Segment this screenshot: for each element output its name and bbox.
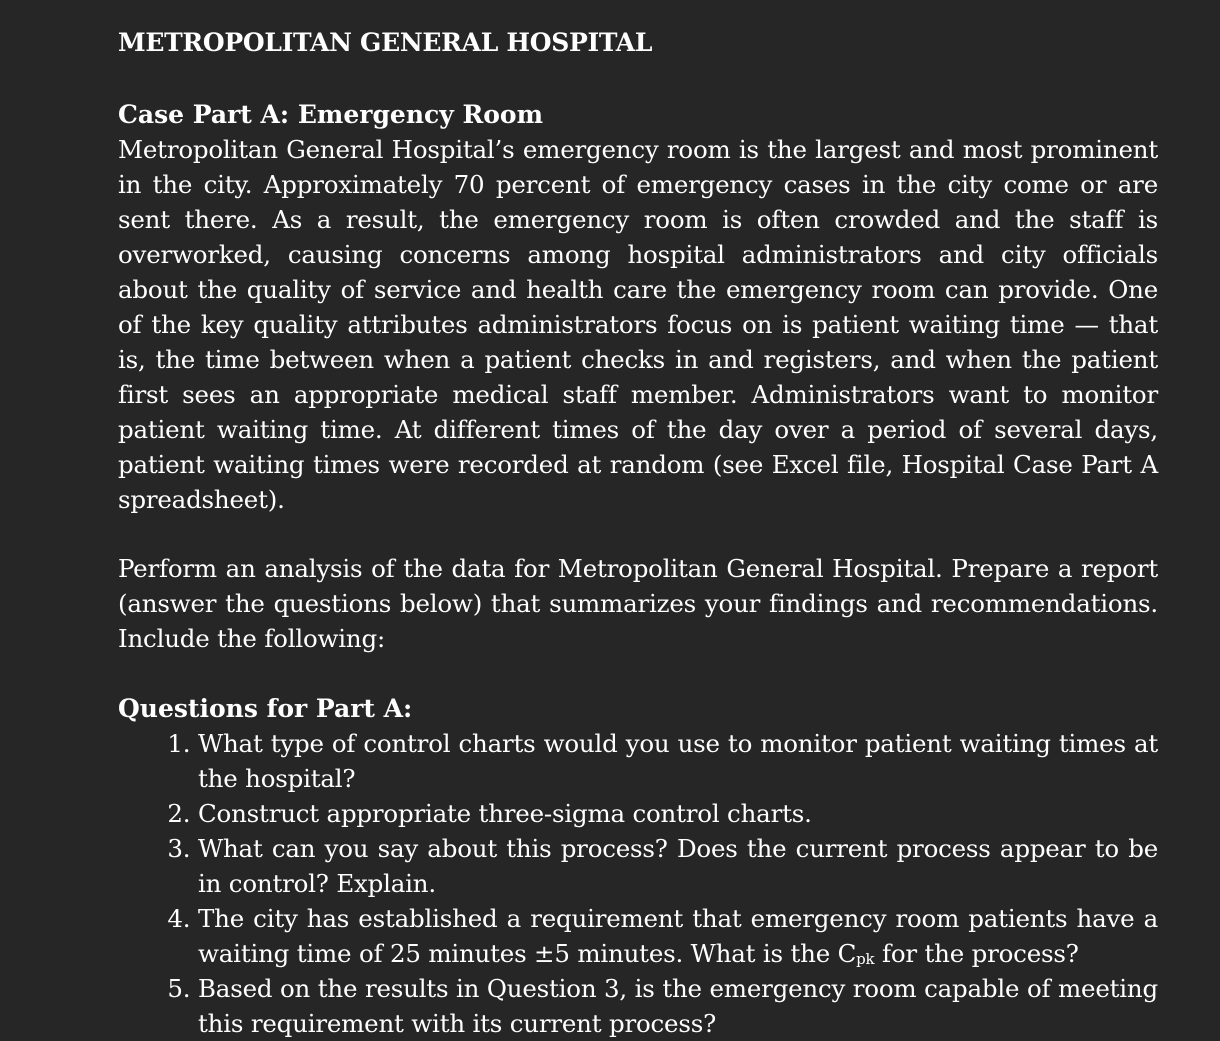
question-item-2: 2. Construct appropriate three-sigma control charts. xyxy=(198,796,1158,831)
questions-heading: Questions for Part A: xyxy=(118,694,413,723)
question-4-tail: for the process? xyxy=(874,939,1079,968)
perform-paragraph: Perform an analysis of the data for Metropolitan General Hospital. Prepare a report (answer the questions below) that summarizes your findings and recommendations. Include the following: xyxy=(118,554,1158,653)
question-item-5: 5. Based on the results in Question 3, is the emergency room capable of meeting this requirement with its current process? xyxy=(198,971,1158,1041)
case-heading: Case Part A: Emergency Room xyxy=(118,100,544,129)
document-title: METROPOLITAN GENERAL HOSPITAL xyxy=(118,28,653,57)
intro-paragraph: Metropolitan General Hospital’s emergency room is the largest and most prominent in the city. Approximately 70 percent of emergency cases in the city come or are sent there. As a result, the emergency room is often crowded and the staff is overworked, causing concerns among hospital administrators and city officials about the quality of service and health care the emergency room can provide. One of the key quality attributes administrators focus on is patient waiting time — that is, the time between when a patient checks in and registers, and when the patient first sees an appropriate medical staff member. Administrators want to monitor patient waiting time. At different times of the day over a period of several days, patient waiting times were recorded at random (see Excel file, Hospital Case Part A spreadsheet). xyxy=(118,135,1158,514)
question-4-text: The city has established a requirement that emergency room patients have a waiting time of 25 minutes ±5 minutes. What is the C xyxy=(198,904,1158,968)
cpk-subscript: pk xyxy=(856,950,875,968)
question-item-3: 3. What can you say about this process? Does the current process appear to be in control? Explain. xyxy=(198,831,1158,901)
document-page xyxy=(118,26,1158,1041)
question-item-1: 1. What type of control charts would you use to monitor patient waiting times at the hospital? xyxy=(198,726,1158,796)
questions-list xyxy=(118,726,1158,1041)
question-item-4 xyxy=(198,901,1158,971)
